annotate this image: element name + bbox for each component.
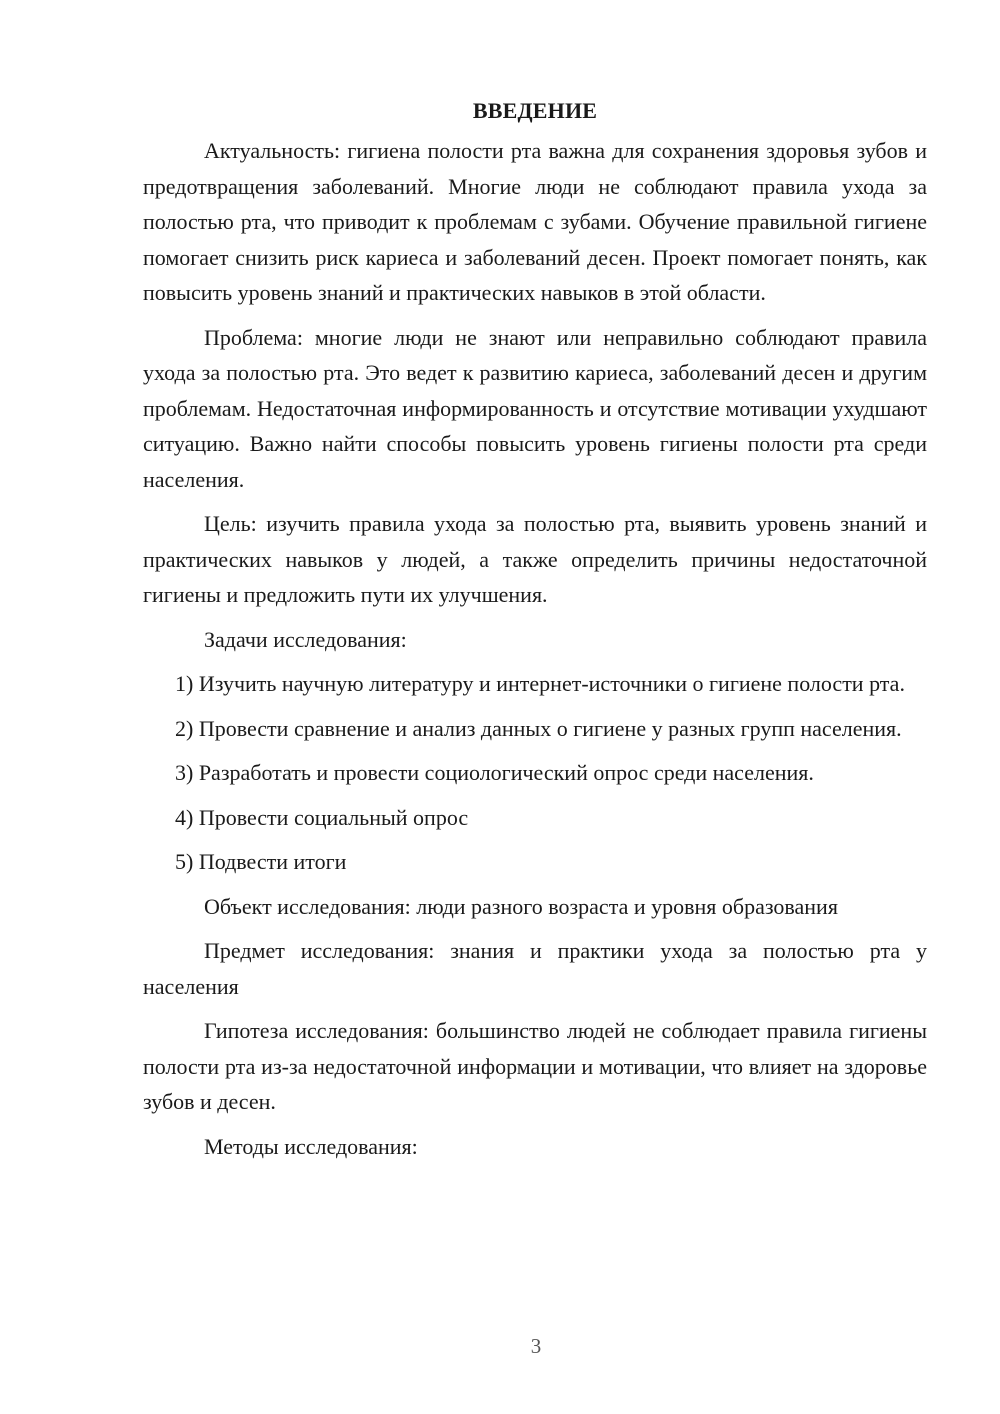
tasks-heading: Задачи исследования:	[204, 626, 407, 652]
research-subject: Предмет исследования: знания и практики ухода за полостью рта у населения	[143, 938, 927, 999]
research-object: Объект исследования: люди разного возраста и уровня образования	[204, 893, 838, 919]
task-item-5: 5) Подвести итоги	[175, 849, 347, 874]
task-item-4: 4) Провести социальный опрос	[175, 804, 469, 830]
page-content	[143, 94, 927, 1173]
paragraph-problem: Проблема: многие люди не знают или неправильно соблюдают правила ухода за полостью рта. Это ведет к развитию кариеса, заболеваний десен и другим проблемам. Недостаточная информированность и отсутствие мотивации ухудшают ситуацию. Важно найти способы повысить уровень гигиены полости рта среди населения.	[143, 324, 927, 492]
paragraph-goal: Цель: изучить правила ухода за полостью рта, выявить уровень знаний и практических навыков у людей, а также определить причины недостаточной гигиены и предложить пути их улучшения.	[143, 511, 927, 607]
page-number: 3	[530, 1334, 542, 1358]
task-item-1: 1) Изучить научную литературу и интернет-источники о гигиене полости рта.	[175, 671, 905, 696]
task-item-2: 2) Провести сравнение и анализ данных о гигиене у разных групп населения.	[175, 715, 902, 741]
paragraph-relevance: Актуальность: гигиена полости рта важна для сохранения здоровья зубов и предотвращения заболеваний. Многие люди не соблюдают правила ухода за полостью рта, что приводит к проблемам с зубами. Обучение правильной гигиене помогает снизить риск кариеса и заболеваний десен. Проект помогает понять, как повысить уровень знаний и практических навыков в этой области.	[143, 138, 927, 305]
methods-heading: Методы исследования:	[204, 1133, 418, 1159]
section-title: ВВЕДЕНИЕ	[472, 98, 598, 123]
research-hypothesis: Гипотеза исследования: большинство людей не соблюдает правила гигиены полости рта из-за недостаточной информации и мотивации, что влияет на здоровье зубов и десен.	[143, 1018, 927, 1114]
task-item-3: 3) Разработать и провести социологический опрос среди населения.	[175, 760, 814, 785]
